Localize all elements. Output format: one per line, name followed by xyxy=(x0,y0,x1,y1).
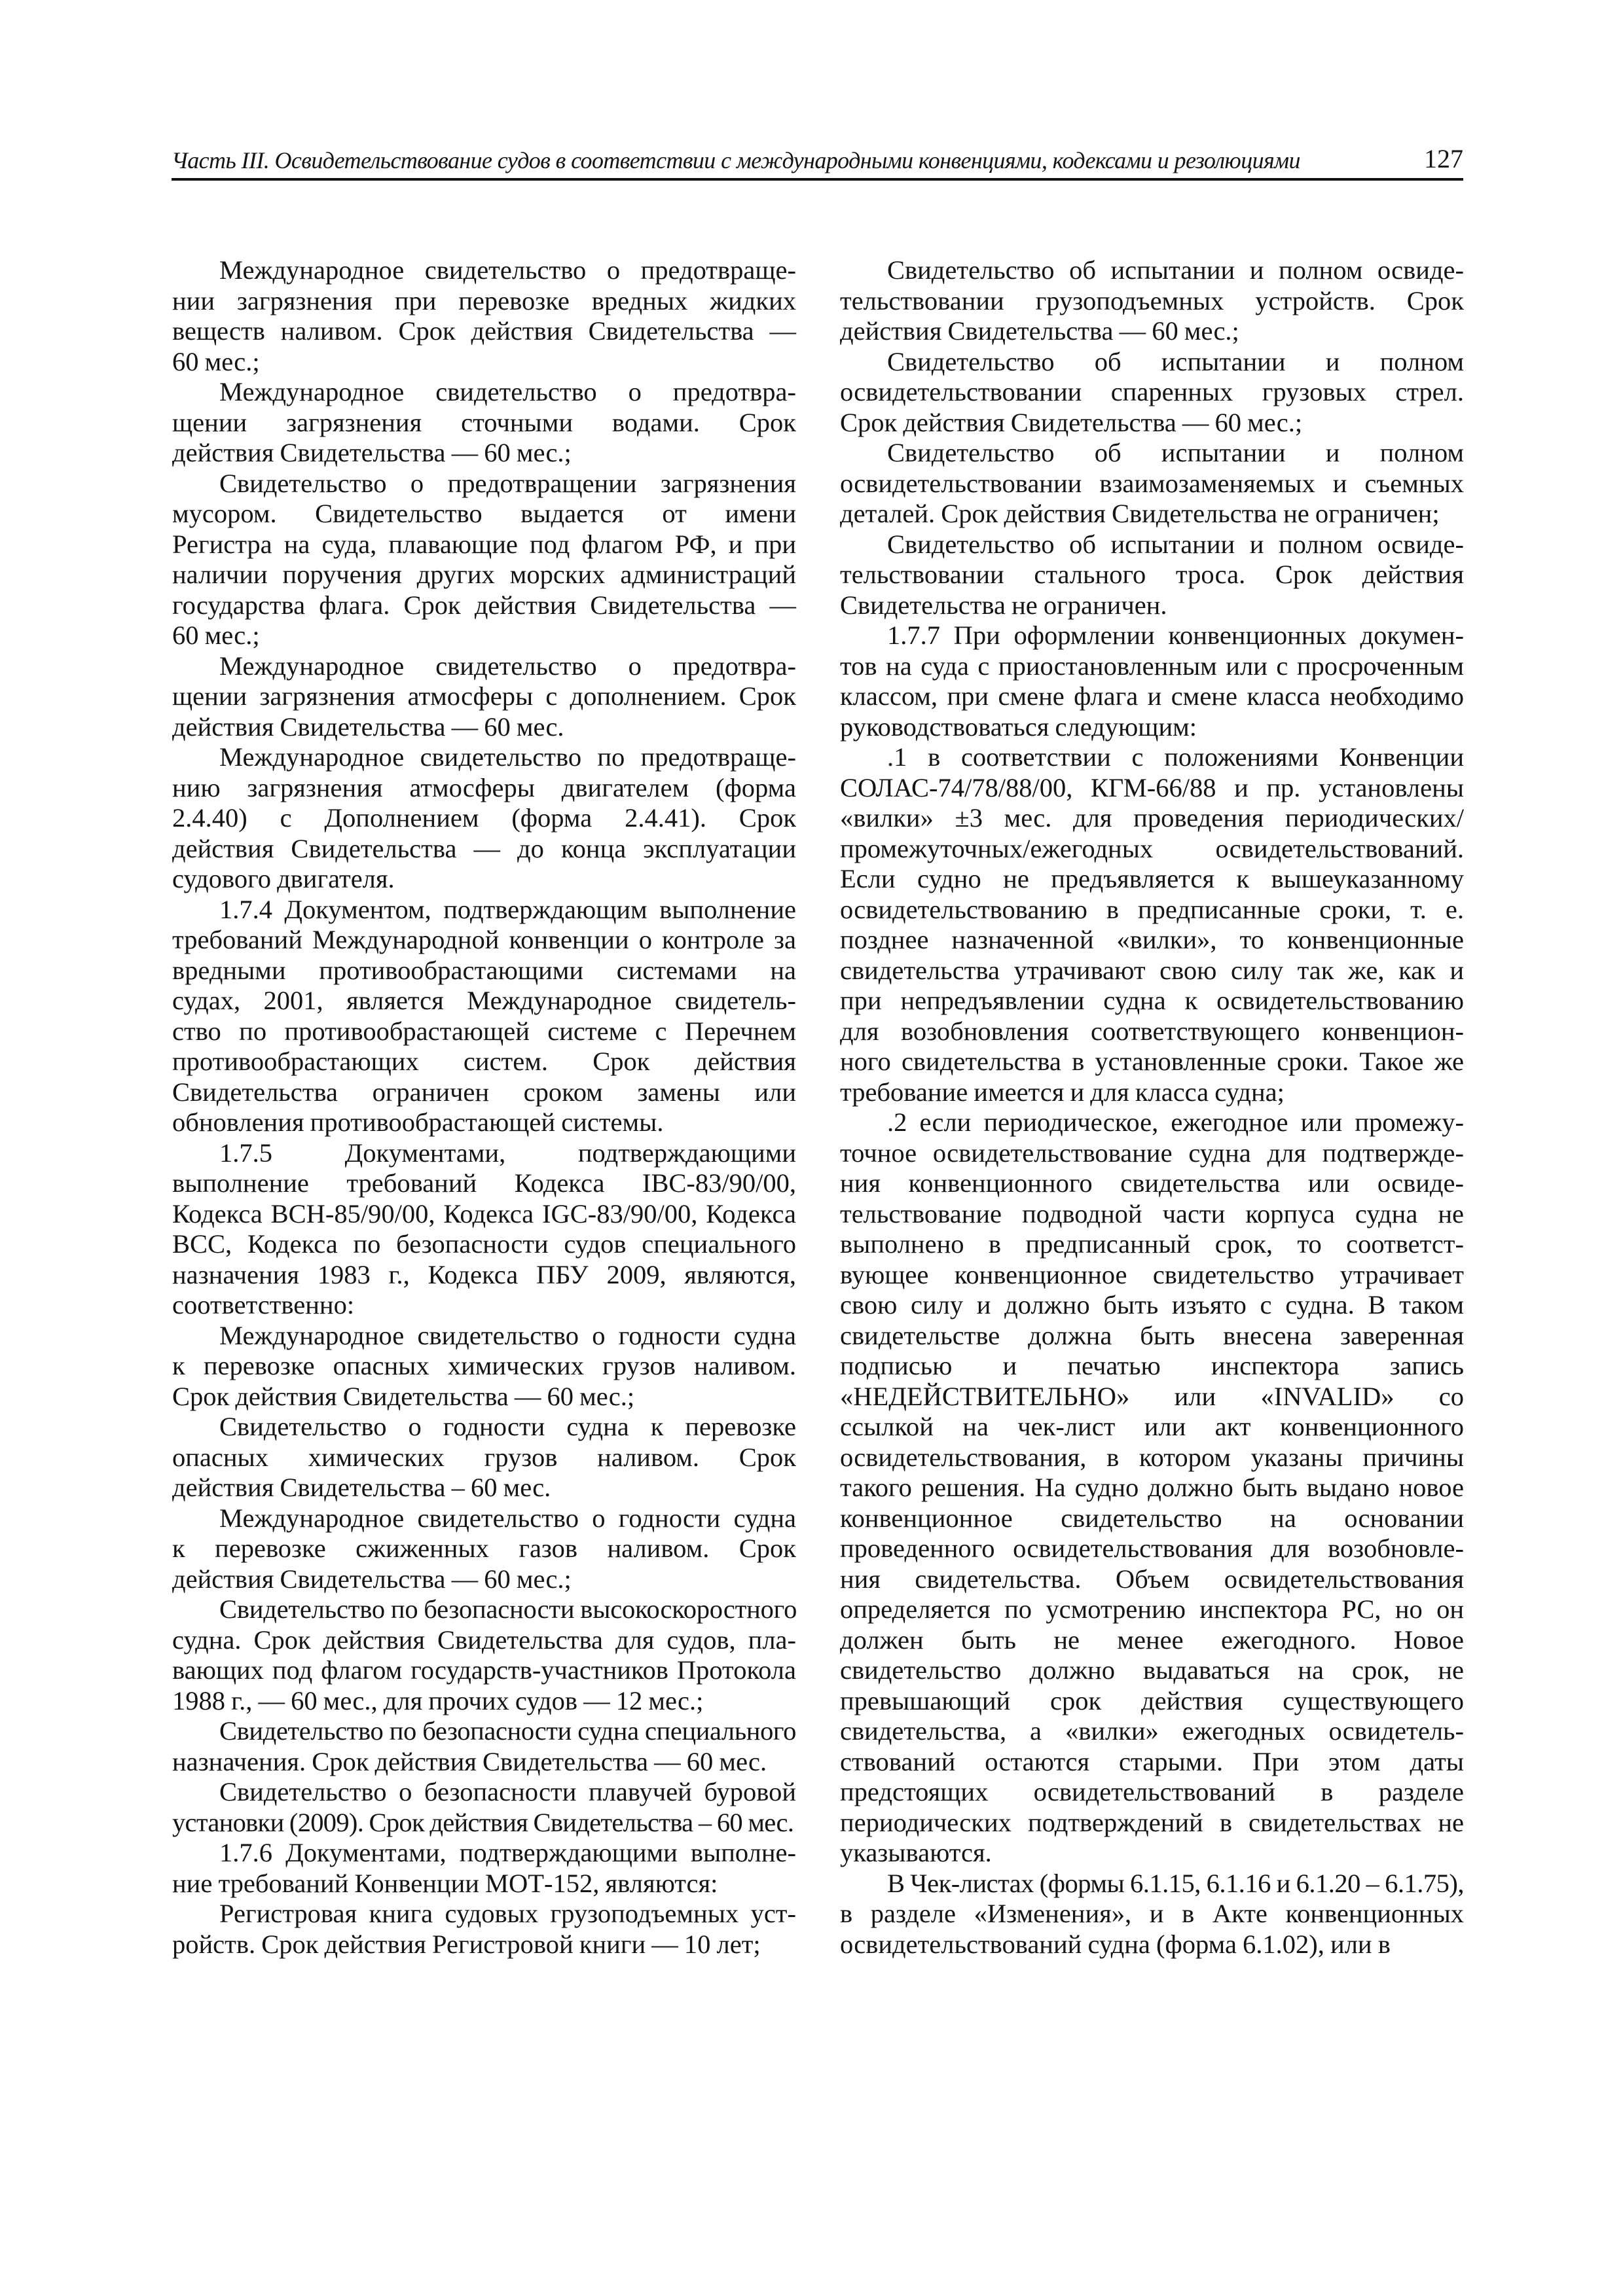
text-line: Свидетельство о предотвращении загрязнения xyxy=(219,468,796,498)
text-line: выполнение требований Кодекса IBC-83/90/00, xyxy=(172,1168,796,1198)
paragraph xyxy=(172,469,796,651)
text-line: назначения. Срок действия Свидетельства — 60 мес. xyxy=(172,1746,767,1776)
text-line: превышающий срок действия существующего xyxy=(840,1685,1464,1715)
paragraph xyxy=(172,1838,796,1899)
text-line: позднее назначенной «вилки», то конвенционные xyxy=(840,925,1464,954)
text-line: ние требований Конвенции МОТ-152, являются: xyxy=(172,1868,718,1898)
paragraph xyxy=(172,651,796,743)
text-line: ного свидетельства в установленные сроки. Такое же xyxy=(840,1047,1464,1076)
text-line: ссылкой на чек-лист или акт конвенционного xyxy=(840,1412,1464,1441)
text-line: нии загрязнения при перевозке вредных жидких xyxy=(172,285,796,315)
text-line: освидетельствований судна (форма 6.1.02), или в xyxy=(840,1929,1391,1959)
text-line: требование имеется и для класса судна; xyxy=(840,1077,1285,1107)
text-line: «вилки» ±3 мес. для проведения периодических/ xyxy=(840,803,1464,833)
text-line: в разделе «Изменения», и в Акте конвенционных xyxy=(840,1899,1464,1928)
text-line: 2.4.40) с Дополнением (форма 2.4.41). Срок xyxy=(172,803,796,833)
paragraph xyxy=(172,895,796,1138)
text-line: действия Свидетельства — 60 мес.; xyxy=(172,1564,572,1594)
text-line: нию загрязнения атмосферы двигателем (форма xyxy=(172,772,796,802)
text-line: Международное свидетельство о годности судна xyxy=(219,1320,796,1350)
text-line: Регистровая книга судовых грузоподъемных уст- xyxy=(219,1899,796,1928)
text-line: 1988 г., — 60 мес., для прочих судов — 12 мес.; xyxy=(172,1685,704,1715)
text-line: Свидетельство по безопасности высокоскоростного xyxy=(219,1594,797,1624)
text-line: освидетельствовании спаренных грузовых стрел. xyxy=(840,377,1464,406)
text-line: промежуточных/ежегодных освидетельствований. xyxy=(840,833,1464,863)
paragraph xyxy=(840,255,1464,347)
text-line: установки (2009). Срок действия Свидетельства – 60 мес. xyxy=(172,1807,794,1837)
text-line: должен быть не менее ежегодного. Новое xyxy=(840,1624,1464,1655)
text-line: тельствовании стального троса. Срок действия xyxy=(840,560,1464,589)
text-line: щении загрязнения сточными водами. Срок xyxy=(172,407,796,437)
text-line: Регистра на суда, плавающие под флагом РФ, и при xyxy=(172,529,796,559)
text-line: назначения 1983 г., Кодекса ПБУ 2009, являются, xyxy=(172,1259,796,1289)
paragraph xyxy=(172,1716,796,1777)
text-line: судна. Срок действия Свидетельства для судов, пла- xyxy=(172,1624,796,1655)
text-line: Международное свидетельство о предотвра- xyxy=(219,377,796,406)
text-line: действия Свидетельства — 60 мес. xyxy=(172,711,564,742)
text-line: .1 в соответствии с положениями Конвенции xyxy=(887,742,1464,772)
text-line: свидетельство должно выдаваться на срок, не xyxy=(840,1655,1464,1685)
text-line: вредными противообрастающими системами на xyxy=(172,955,796,985)
text-line: тельствовании грузоподъемных устройств. Срок xyxy=(840,285,1464,315)
text-line: действия Свидетельства — до конца эксплуатации xyxy=(172,833,796,863)
paragraph xyxy=(840,620,1464,742)
text-line: деталей. Срок действия Свидетельства не ограничен; xyxy=(840,499,1440,528)
running-header xyxy=(172,141,1463,181)
text-line: такого решения. На судно должно быть выдано новое xyxy=(840,1473,1464,1502)
text-line: Международное свидетельство о годности судна xyxy=(219,1503,796,1533)
paragraph xyxy=(172,377,796,469)
text-line: освидетельствованию в предписанные сроки, т. е. xyxy=(840,894,1464,924)
paragraph xyxy=(172,255,796,377)
paragraph xyxy=(172,1321,796,1412)
text-line: свидетельства, а «вилки» ежегодных освидетель- xyxy=(840,1716,1464,1746)
text-line: Срок действия Свидетельства — 60 мес.; xyxy=(840,407,1303,437)
text-line: ройств. Срок действия Регистровой книги — 10 лет; xyxy=(172,1929,761,1959)
text-line: 1.7.7 При оформлении конвенционных докумен- xyxy=(887,620,1464,650)
text-line: вующее конвенционное свидетельство утрачивает xyxy=(840,1259,1464,1289)
text-line: Срок действия Свидетельства — 60 мес.; xyxy=(172,1381,635,1411)
text-line: Если судно не предъявляется к вышеуказанному xyxy=(840,864,1464,893)
text-line: конвенционное свидетельство на основании xyxy=(840,1503,1464,1533)
text-line: выполнено в предписанный срок, то соответст- xyxy=(840,1229,1464,1259)
text-line: ствований остаются старыми. При этом даты xyxy=(840,1746,1464,1776)
paragraph xyxy=(172,1412,796,1503)
text-line: обновления противообрастающей системы. xyxy=(172,1107,664,1137)
text-line: .2 если периодическое, ежегодное или промежу- xyxy=(887,1107,1464,1137)
text-line: Свидетельство о безопасности плавучей буровой xyxy=(219,1777,796,1806)
text-line: вающих под флагом государств-участников Протокола xyxy=(172,1655,796,1685)
text-line: судах, 2001, является Международное свидетель- xyxy=(172,986,796,1015)
text-line: свидетельства утрачивают свою силу так же, как и xyxy=(840,955,1464,985)
text-line: предстоящих освидетельствований в разделе xyxy=(840,1777,1464,1806)
text-line: соответственно: xyxy=(172,1290,355,1319)
text-line: щении загрязнения атмосферы с дополнением. Срок xyxy=(172,681,796,711)
text-line: ния свидетельства. Объем освидетельствования xyxy=(840,1564,1464,1594)
text-line: Свидетельство об испытании и полном xyxy=(887,438,1464,467)
text-line: 60 мес.; xyxy=(172,620,260,650)
text-line: действия Свидетельства – 60 мес. xyxy=(172,1473,551,1502)
text-line: Международное свидетельство о предотвраще- xyxy=(219,255,796,285)
paragraph xyxy=(172,1503,796,1595)
text-line: ство по противообрастающей системе с Перечнем xyxy=(172,1016,796,1046)
text-line: 1.7.4 Документом, подтверждающим выполнение xyxy=(219,894,796,924)
text-line: указываются. xyxy=(840,1838,992,1867)
text-line: Международное свидетельство о предотвра- xyxy=(219,651,796,681)
text-line: наличии поручения других морских администраций xyxy=(172,560,796,589)
text-line: опасных химических грузов наливом. Срок xyxy=(172,1442,796,1472)
text-line: к перевозке опасных химических грузов наливом. xyxy=(172,1351,796,1380)
text-line: освидетельствовании взаимозаменяемых и съемных xyxy=(840,468,1464,498)
text-line: В Чек-листах (формы 6.1.15, 6.1.16 и 6.1.20 – 6.1.75), xyxy=(887,1868,1464,1898)
text-line: СОЛАС-74/78/88/00, КГМ-66/88 и пр. установлены xyxy=(840,772,1464,802)
text-line: Свидетельства не ограничен. xyxy=(840,590,1167,620)
text-line: свидетельстве должна быть внесена заверенная xyxy=(840,1320,1464,1350)
paragraph xyxy=(840,1107,1464,1869)
paragraph xyxy=(172,1899,796,1960)
text-line: ВСС, Кодекса по безопасности судов специального xyxy=(172,1229,796,1259)
text-line: определяется по усмотрению инспектора РС, но он xyxy=(840,1594,1464,1624)
paragraph xyxy=(172,1777,796,1838)
text-line: Кодекса ВСН-85/90/00, Кодекса IGC-83/90/00, Кодекса xyxy=(172,1198,796,1229)
text-line: требований Международной конвенции о контроле за xyxy=(172,925,796,954)
text-line: Свидетельство об испытании и полном освиде- xyxy=(887,255,1464,285)
text-line: тельствование подводной части корпуса судна не xyxy=(840,1198,1464,1229)
text-line: Свидетельство по безопасности судна специального xyxy=(219,1716,796,1746)
paragraph xyxy=(840,438,1464,529)
paragraph xyxy=(840,529,1464,621)
text-line: проведенного освидетельствования для возобновле- xyxy=(840,1534,1464,1563)
text-line: для возобновления соответствующего конвенцион- xyxy=(840,1016,1464,1046)
text-line: Свидетельства ограничен сроком замены или xyxy=(172,1077,796,1107)
text-line: тов на суда с приостановленным или с просроченным xyxy=(840,651,1464,681)
left-column xyxy=(172,255,796,1960)
text-line: к перевозке сжиженных газов наливом. Срок xyxy=(172,1534,796,1563)
running-header-title: Часть III. Освидетельствование судов в соответствии с международными конвенциями, кодексами и резолюциями xyxy=(172,147,1300,173)
text-line: периодических подтверждений в свидетельствах не xyxy=(840,1807,1464,1837)
text-line: при непредъявлении судна к освидетельствованию xyxy=(840,986,1464,1015)
paragraph xyxy=(840,1869,1464,1960)
text-line: действия Свидетельства — 60 мес.; xyxy=(172,438,572,467)
text-line: Свидетельство об испытании и полном xyxy=(887,346,1464,376)
paragraph xyxy=(840,347,1464,439)
text-line: «НЕДЕЙСТВИТЕЛЬНО» или «INVALID» со xyxy=(840,1381,1464,1411)
text-line: действия Свидетельства — 60 мес.; xyxy=(840,316,1239,346)
text-line: Международное свидетельство по предотвраще- xyxy=(219,742,796,772)
text-line: освидетельствования, в котором указаны причины xyxy=(840,1442,1464,1472)
right-column xyxy=(840,255,1464,1960)
text-line: веществ наливом. Срок действия Свидетельства — xyxy=(172,316,796,346)
text-line: Свидетельство о годности судна к перевозке xyxy=(219,1412,796,1441)
paragraph xyxy=(172,742,796,895)
page-number: 127 xyxy=(1424,144,1463,173)
text-line: 60 мес.; xyxy=(172,346,260,376)
text-line: точное освидетельствование судна для подтвержде- xyxy=(840,1138,1464,1168)
text-line: противообрастающих систем. Срок действия xyxy=(172,1047,796,1076)
text-line: ния конвенционного свидетельства или освиде- xyxy=(840,1168,1464,1198)
text-line: Свидетельство об испытании и полном освиде- xyxy=(887,529,1464,559)
paragraph xyxy=(172,1594,796,1716)
paragraph xyxy=(172,1138,796,1321)
text-line: 1.7.5 Документами, подтверждающими xyxy=(219,1138,796,1168)
text-line: мусором. Свидетельство выдается от имени xyxy=(172,499,796,528)
text-line: руководствоваться следующим: xyxy=(840,711,1197,742)
text-line: свою силу и должно быть изъято с судна. В таком xyxy=(840,1290,1464,1319)
text-line: 1.7.6 Документами, подтверждающими выполне- xyxy=(219,1838,796,1867)
text-line: государства флага. Срок действия Свидетельства — xyxy=(172,590,796,620)
text-line: подписью и печатью инспектора запись xyxy=(840,1351,1464,1380)
paragraph xyxy=(840,742,1464,1107)
text-line: классом, при смене флага и смене класса необходимо xyxy=(840,681,1464,711)
text-line: судового двигателя. xyxy=(172,864,395,893)
